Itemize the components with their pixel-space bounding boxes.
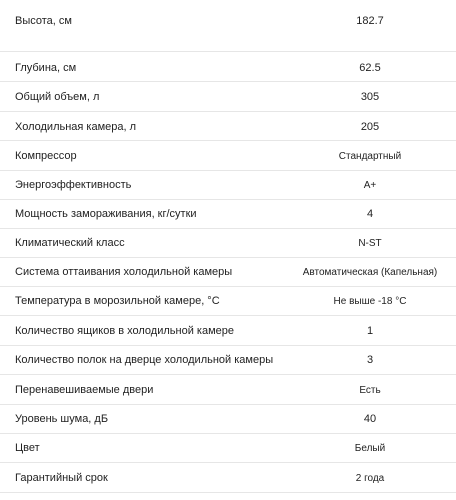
spec-value: 4 (366, 208, 374, 220)
spec-value: 62.5 (359, 62, 381, 74)
spec-label: Высота, см (15, 15, 72, 27)
spec-label: Система оттаивания холодильной камеры (15, 266, 233, 278)
spec-value: 205 (360, 121, 380, 133)
spec-value: Не выше -18 °C (333, 296, 407, 307)
spec-label: Количество ящиков в холодильной камере (15, 325, 234, 337)
spec-row-color (0, 434, 456, 463)
spec-label: Цвет (15, 442, 40, 454)
spec-value: Стандартный (338, 151, 402, 162)
spec-label: Глубина, см (15, 62, 77, 74)
spec-row-freezing-capacity (0, 200, 456, 229)
spec-row-climate-class (0, 229, 456, 258)
spec-value: 2 года (355, 473, 385, 484)
spec-label: Уровень шума, дБ (15, 413, 109, 425)
spec-row-reversible-doors (0, 375, 456, 405)
spec-value: 182.7 (356, 15, 384, 27)
spec-value: 305 (360, 91, 380, 103)
spec-row-depth (0, 52, 456, 82)
spec-value: 1 (366, 325, 374, 337)
spec-row-door-shelf-count (0, 346, 456, 375)
spec-value: 40 (363, 413, 377, 425)
spec-label: Гарантийный срок (15, 472, 108, 484)
spec-row-energy-class (0, 171, 456, 200)
spec-value: Автоматическая (Капельная) (302, 267, 438, 278)
spec-row-drawer-count (0, 316, 456, 346)
spec-value: Есть (359, 385, 381, 396)
spec-label: Холодильная камера, л (15, 121, 137, 133)
spec-value: N-ST (358, 238, 382, 249)
spec-row-compressor (0, 141, 456, 171)
spec-label: Энергоэффективность (15, 179, 132, 191)
spec-row-fridge-volume (0, 112, 456, 141)
spec-label: Мощность замораживания, кг/сутки (15, 208, 197, 220)
spec-row-freezer-temperature (0, 287, 456, 316)
spec-label: Климатический класс (15, 237, 125, 249)
spec-row-defrost-system (0, 258, 456, 287)
spec-label: Общий объем, л (15, 91, 100, 103)
spec-row-height (0, 0, 456, 52)
spec-row-total-volume (0, 82, 456, 112)
spec-value: 3 (366, 354, 374, 366)
spec-value: A+ (363, 180, 377, 191)
spec-row-noise-level (0, 405, 456, 434)
spec-label: Количество полок на дверце холодильной камеры (15, 354, 274, 366)
spec-value: Белый (354, 443, 386, 454)
spec-row-warranty (0, 463, 456, 493)
spec-label: Температура в морозильной камере, °C (15, 295, 220, 307)
spec-label: Компрессор (15, 150, 77, 162)
spec-label: Перенавешиваемые двери (15, 384, 154, 396)
